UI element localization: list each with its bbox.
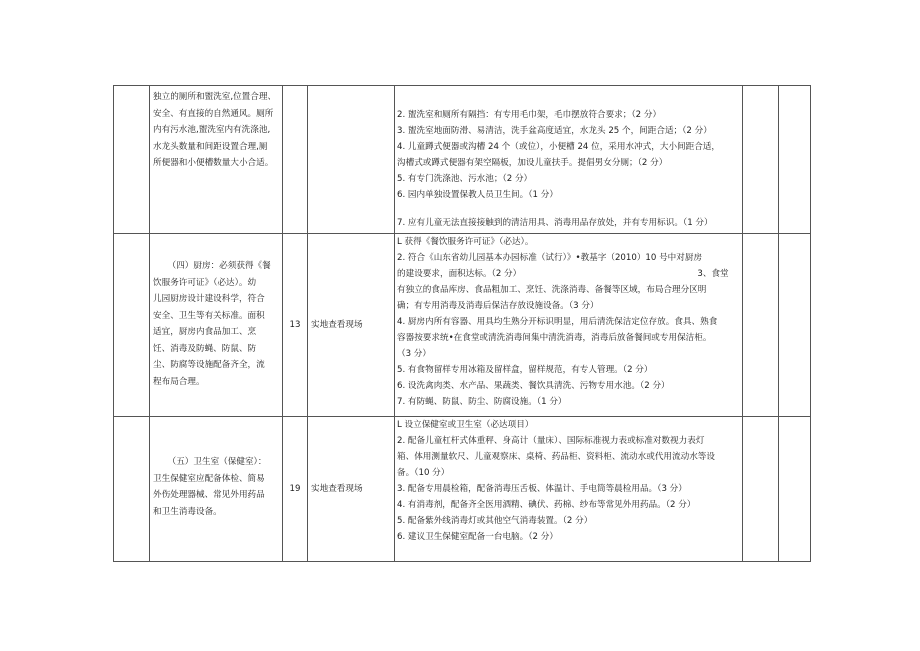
method-cell: 实地查看现场 bbox=[308, 234, 395, 417]
item-line: 6. 设洗禽肉类、水产品、果蔬类、餐饮具清洗、污物专用水池。（2 分） bbox=[397, 381, 670, 391]
requirement-line: （四）厨房：必须获得《餐 bbox=[167, 261, 271, 271]
method-cell: 实地查看现场 bbox=[308, 417, 395, 562]
items-cell bbox=[395, 417, 743, 562]
item-line: 5. 有专门洗涤池、污水池；（2 分） bbox=[397, 174, 533, 184]
item-line: 4. 厨房内所有容器、用具均生熟分开标识明显，用后清洗保洁定位存放。食具、熟食 bbox=[397, 317, 718, 327]
item-line: 2. 盥洗室和厕所有隔挡：有专用毛巾架，毛巾摆放符合要求；（2 分） bbox=[397, 110, 662, 120]
requirement-line: 内有污水池,盥洗室内有洗涤池, bbox=[153, 125, 271, 135]
score-cell: 13 bbox=[283, 234, 308, 417]
item-line: 3. 盥洗室地面防滑、易清洁，洗手盆高度适宜，水龙头 25 个，间距合适；（2 分） bbox=[397, 126, 712, 136]
requirement-line: 安全、有直接的自然通风。厕所 bbox=[153, 108, 274, 119]
item-line: 6. 园内单独设置保教人员卫生间。（1 分） bbox=[397, 190, 558, 200]
requirement-line: 饮服务许可证》（必达）。幼 bbox=[153, 277, 257, 288]
requirement-line: 适宜，厨房内食品加工、烹 bbox=[153, 327, 257, 337]
score-cell: 19 bbox=[283, 417, 308, 562]
category-cell bbox=[114, 86, 150, 234]
item-line: 确；有专用消毒及消毒后保洁存放设施设备。（3 分） bbox=[397, 301, 599, 311]
requirement-line: 卫生保健室应配备体检、简易 bbox=[153, 473, 265, 484]
category-cell bbox=[114, 234, 150, 417]
item-line: 2. 配备儿童杠杆式体重秤、身高计（量床）、国际标准视力表或标准对数视力表灯 bbox=[397, 436, 705, 446]
item-line: L 设立保健室或卫生室（必达项目） bbox=[397, 420, 534, 430]
remark-cell bbox=[779, 417, 811, 562]
category-cell bbox=[114, 417, 150, 562]
item-line: L 获得《餐饮服务许可证》（必达）。 bbox=[397, 237, 534, 247]
item-line: 沟槽式或蹲式便器有架空隔板，加设儿童扶手。提倡男女分厕；（2 分） bbox=[397, 158, 668, 168]
requirement-line: 儿园厨房设计建设科学，符合 bbox=[153, 294, 265, 304]
item-line: 2. 符合《山东省幼儿园基本办园标准（试行）》•教基字（2010）10 号中对厨房 bbox=[397, 253, 703, 263]
requirement-cell bbox=[150, 234, 283, 417]
item-line: 7. 应有儿童无法直接接触到的清洁用具、消毒用品存放处，并有专用标识。（1 分） bbox=[397, 218, 713, 228]
requirement-line: 饪、消毒及防蝇、防鼠、防 bbox=[153, 343, 257, 354]
items-cell bbox=[395, 234, 743, 417]
table-row bbox=[114, 417, 811, 562]
remark-cell bbox=[779, 86, 811, 234]
requirement-line: 和卫生消毒设备。 bbox=[153, 506, 222, 517]
requirement-cell bbox=[150, 86, 283, 234]
requirement-line: 尘、防腐等设施配备齐全，流 bbox=[153, 360, 265, 370]
remark-cell bbox=[779, 234, 811, 417]
item-line: 的建设要求，面积达标。（2 分） 3、食堂 bbox=[397, 269, 729, 279]
score-given-cell bbox=[743, 417, 779, 562]
items-cell bbox=[395, 86, 743, 234]
requirement-line: （五）卫生室（保健室）： bbox=[167, 457, 267, 467]
assessment-table bbox=[113, 85, 811, 562]
method-cell bbox=[308, 86, 395, 234]
score-given-cell bbox=[743, 234, 779, 417]
item-line: 3. 配备专用晨检箱，配备消毒压舌板、体温计、手电筒等晨检用品。（3 分） bbox=[397, 484, 687, 494]
requirement-line: 独立的厕所和盥洗室,位置合理、 bbox=[153, 92, 277, 102]
item-line: 5. 配备紫外线消毒灯或其他空气消毒装置。（2 分） bbox=[397, 516, 593, 526]
item-line: 备。（10 分） bbox=[397, 468, 450, 478]
requirement-line: 水龙头数量和间距设置合理,厕 bbox=[153, 141, 268, 152]
requirement-cell bbox=[150, 417, 283, 562]
score-given-cell bbox=[743, 86, 779, 234]
item-line: 6. 建议卫生保健室配备一台电脑。（2 分） bbox=[397, 532, 558, 542]
requirement-line: 安全、卫生等有关标准。面积 bbox=[153, 310, 265, 321]
item-line: 箱、体用测量软尺、儿童观察床、桌椅、药品柜、资料柜、流动水或代用流动水等设 bbox=[397, 452, 715, 462]
item-line: 4. 有消毒剂，配备齐全医用酒精、碘伏、药棉、纱布等常见外用药品。（2 分） bbox=[397, 500, 696, 510]
requirement-line: 外伤处理器械、常见外用药品 bbox=[153, 490, 265, 500]
item-line: 4. 儿童蹲式便器或沟槽 24 个（或位），小便槽 24 位，采用水冲式，大小间距合适， bbox=[397, 142, 721, 152]
table-row bbox=[114, 86, 811, 234]
item-line: 7. 有防蝇、防鼠、防尘、防腐设施。（1 分） bbox=[397, 397, 567, 407]
item-line: （3 分） bbox=[397, 349, 431, 359]
requirement-line: 所便器和小便槽数量大小合适。 bbox=[153, 158, 274, 168]
table-row bbox=[114, 234, 811, 417]
requirement-line: 程布局合理。 bbox=[153, 376, 205, 387]
score-cell bbox=[283, 86, 308, 234]
item-line: 容器按要求统•在食堂或清洗消毒间集中清洗消毒，消毒后放备餐间或专用保洁柜。 bbox=[397, 333, 712, 343]
item-line: 5. 有食物留样专用冰箱及留样盒，留样规范，有专人管理。（2 分） bbox=[397, 365, 653, 375]
item-line: 有独立的食品库房、食品粗加工、烹饪、洗涤消毒、备餐等区域，布局合理分区明 bbox=[397, 285, 707, 295]
